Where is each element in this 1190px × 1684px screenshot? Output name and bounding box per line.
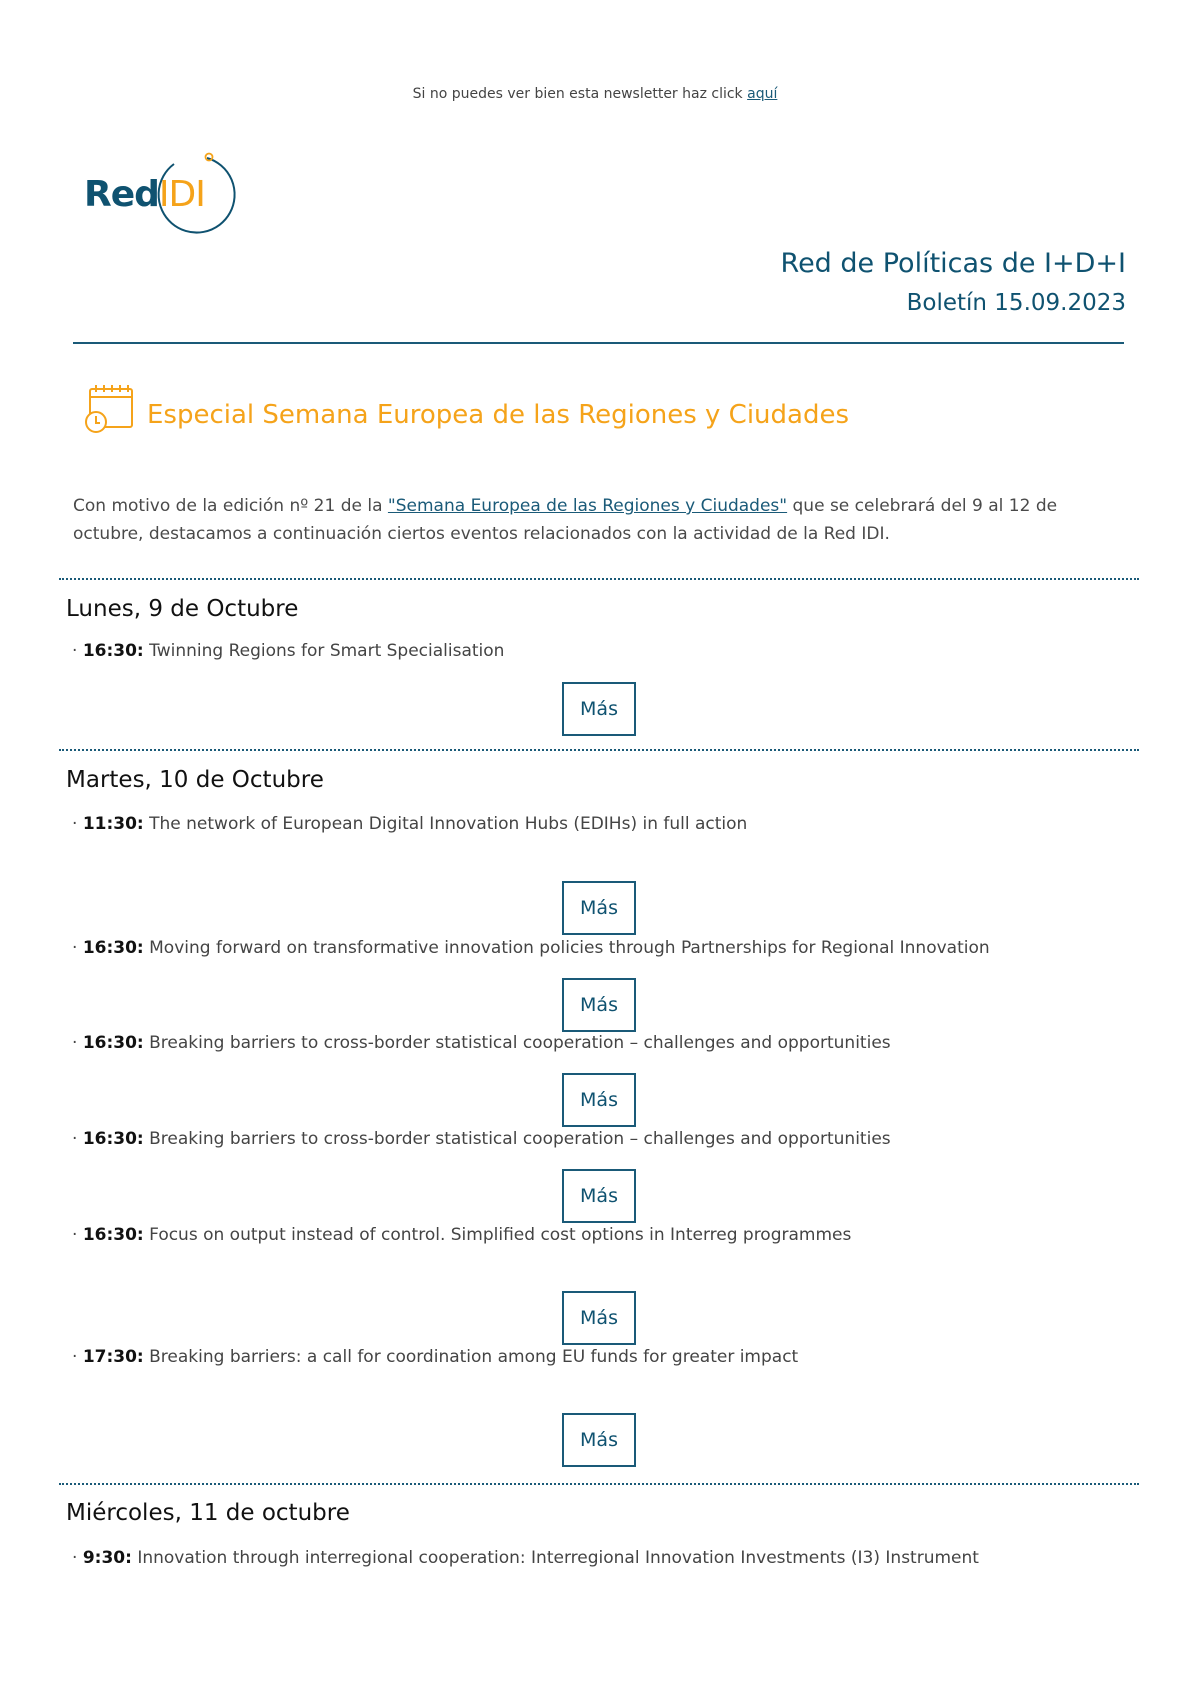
special-section-title: Especial Semana Europea de las Regiones y Ciudades [147, 400, 850, 430]
more-button[interactable]: Más [562, 1291, 636, 1345]
newsletter-title: Red de Políticas de I+D+I [780, 248, 1126, 279]
event-item: · 9:30: Innovation through interregional cooperation: Interregional Innovation Investments (I3) Instrument [72, 1548, 979, 1568]
more-button[interactable]: Más [562, 1169, 636, 1223]
section-divider [59, 578, 1139, 580]
event-item: · 11:30: The network of European Digital Innovation Hubs (EDIHs) in full action [72, 814, 748, 834]
redidi-logo [82, 154, 242, 238]
day-heading: Martes, 10 de Octubre [66, 767, 324, 793]
event-item: · 16:30: Moving forward on transformative innovation policies through Partnerships for Regional Innovation [72, 938, 990, 958]
logo-text: RedIDI [84, 174, 205, 215]
event-item: · 17:30: Breaking barriers: a call for coordination among EU funds for greater impact [72, 1347, 799, 1367]
more-button[interactable]: Más [562, 1413, 636, 1467]
intro-paragraph: Con motivo de la edición nº 21 de la "Semana Europea de las Regiones y Ciudades" que se celebrará del 9 al 12 de octubre, destacamos a continuación ciertos eventos relacionados con la actividad de la Red IDI. [73, 496, 1058, 544]
event-item: · 16:30: Breaking barriers to cross-border statistical cooperation – challenges and opportunities [72, 1033, 891, 1053]
semana-europea-link[interactable]: "Semana Europea de las Regiones y Ciudades" [387, 496, 788, 516]
more-button[interactable]: Más [562, 881, 636, 935]
view-online-link[interactable]: aquí [747, 86, 778, 102]
day-heading: Lunes, 9 de Octubre [66, 596, 299, 622]
view-online-note: Si no puedes ver bien esta newsletter haz click aquí [412, 86, 778, 102]
section-divider [59, 749, 1139, 751]
header-divider [73, 342, 1124, 344]
more-button[interactable]: Más [562, 978, 636, 1032]
section-divider [59, 1483, 1139, 1485]
calendar-clock-icon [84, 382, 136, 434]
event-item: · 16:30: Twinning Regions for Smart Specialisation [72, 641, 505, 661]
more-button[interactable]: Más [562, 1073, 636, 1127]
day-heading: Miércoles, 11 de octubre [66, 1500, 350, 1526]
event-item: · 16:30: Focus on output instead of control. Simplified cost options in Interreg programmes [72, 1225, 852, 1245]
event-item: · 16:30: Breaking barriers to cross-border statistical cooperation – challenges and opportunities [72, 1129, 891, 1149]
more-button[interactable]: Más [562, 682, 636, 736]
newsletter-date: Boletín 15.09.2023 [906, 290, 1126, 316]
